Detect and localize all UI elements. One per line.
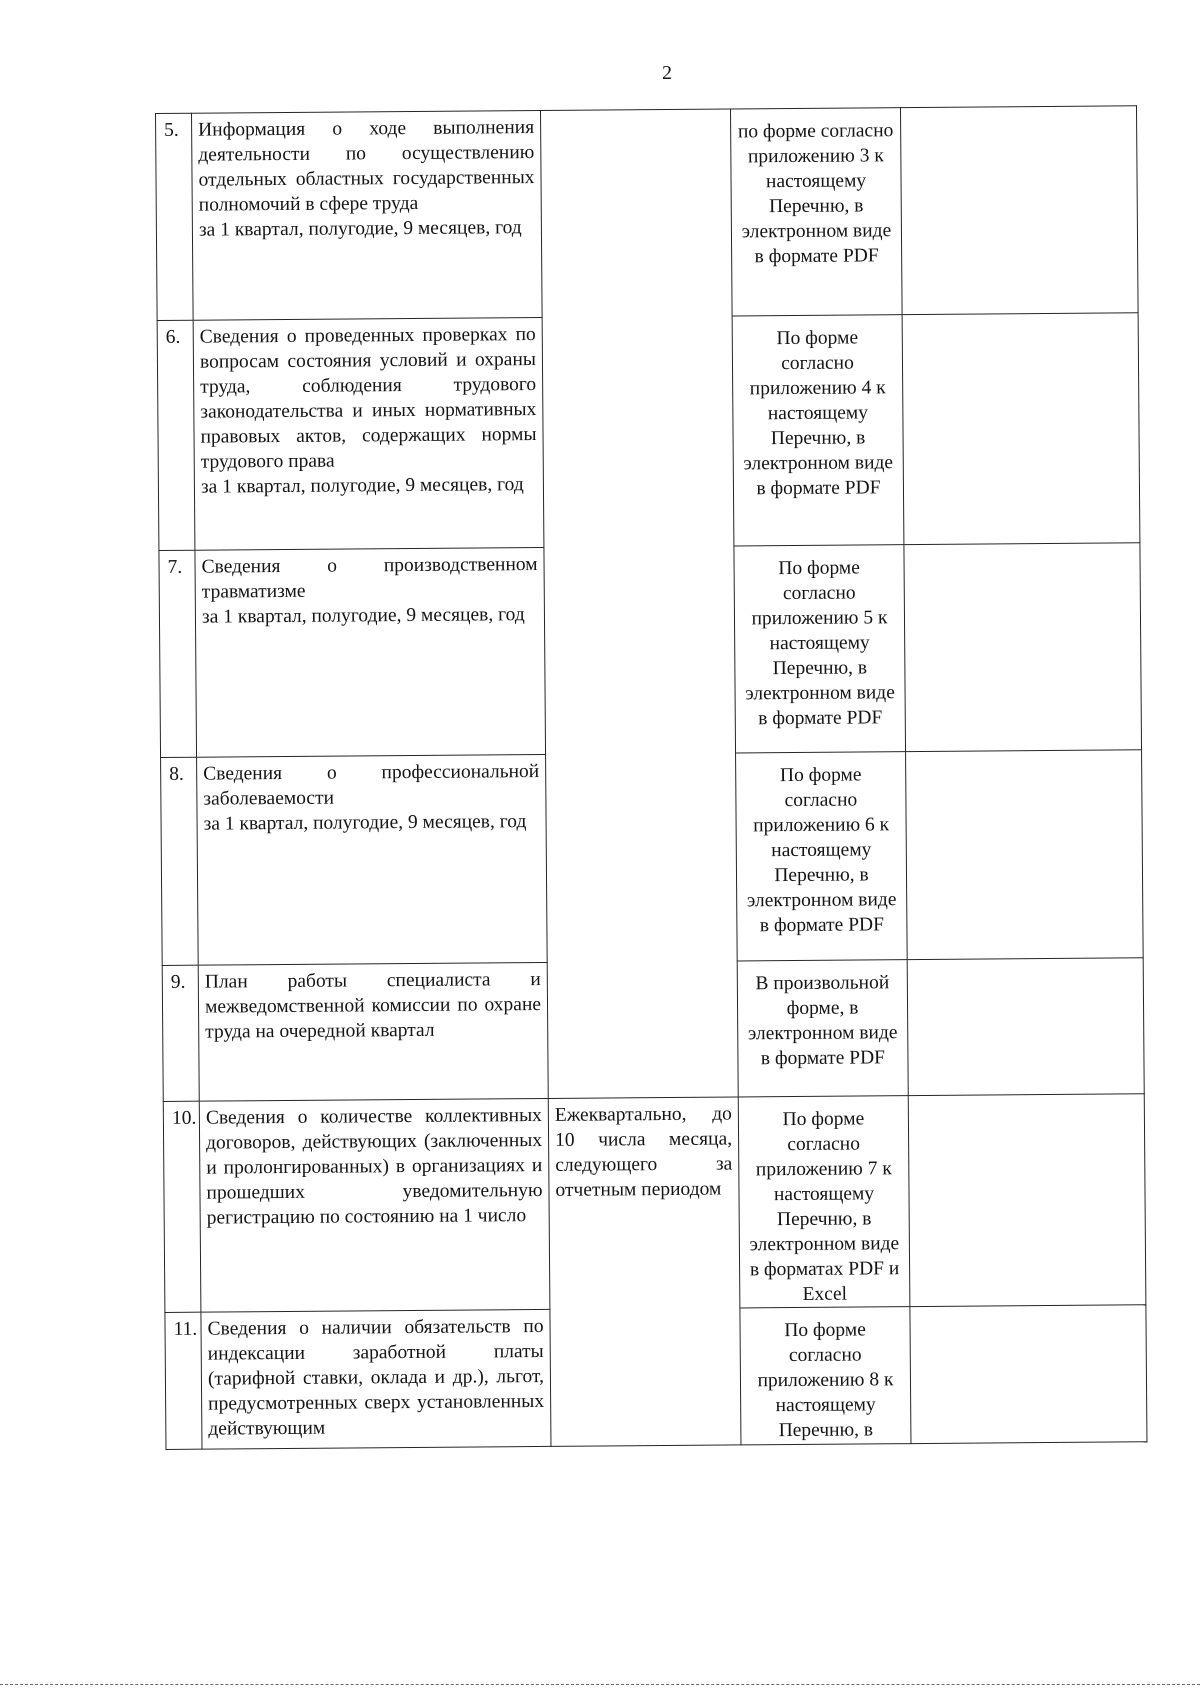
report-period: за 1 квартал, полугодие, 9 месяцев, год (198, 217, 522, 241)
table-row (163, 1094, 1146, 1313)
report-name: План работы специалиста и межведомственной комиссии по охране труда на очередной квартал (204, 968, 542, 1043)
report-name-cell (199, 1098, 550, 1312)
report-name-cell (193, 317, 544, 550)
row-number: 7. (159, 550, 197, 757)
report-name: Сведения о количестве коллективных договоров, действующих (заключенных и пролонгированных) в организациях и прошедших уведомительную регистрацию по состоянию на 1 число (205, 1104, 543, 1229)
empty-cell (906, 750, 1144, 960)
row-number: 10. (163, 1101, 201, 1312)
report-name: Сведения о проведенных проверках по вопросам состояния условий и охраны труда, соблюдения трудового законодательства и иных нормативных правовых актов, содержащих нормы трудового права (199, 324, 537, 473)
report-term: Ежеквартально, до 10 числа месяца, следующего за отчетным периодом (548, 1097, 741, 1446)
empty-cell (900, 106, 1138, 315)
report-period: за 1 квартал, полугодие, 9 месяцев, год (201, 604, 525, 628)
report-form: По форме согласно приложению 5 к настоящему Перечню, в электронном виде в формате PDF (734, 545, 906, 753)
report-name-cell (195, 547, 546, 757)
report-form: По форме согласно приложению 6 к настоящему Перечню, в электронном виде в формате PDF (736, 752, 908, 961)
report-form: по форме согласно приложению 3 к настоящему Перечню, в электронном виде в формате PDF (730, 108, 902, 316)
report-form: По форме согласно приложению 8 к настоящему Перечню, в (740, 1307, 911, 1445)
report-form: По форме согласно приложению 4 к настоящему Перечню, в электронном виде в формате PDF (732, 315, 904, 546)
report-name: Сведения о профессиональной заболеваемости (203, 761, 540, 810)
report-form: В произвольной форме, в электронном виде в формате PDF (737, 960, 908, 1097)
row-number: 6. (157, 320, 195, 550)
row-number: 8. (161, 757, 199, 965)
page-number: 2 (662, 62, 672, 84)
report-name-cell (197, 754, 548, 965)
empty-cell (908, 1094, 1146, 1307)
report-name: Сведения о производственном травматизме (201, 554, 538, 603)
report-form: По форме согласно приложению 7 к настоящему Перечню, в электронном виде в форматах PDF и Excel (738, 1096, 910, 1308)
empty-cell (910, 1305, 1147, 1444)
term-cell (540, 109, 738, 1098)
report-name-cell (198, 962, 548, 1101)
table-row (156, 106, 1139, 321)
scan-edge-line (0, 1684, 1200, 1685)
empty-cell (902, 313, 1140, 545)
row-number: 5. (156, 113, 194, 320)
row-number: 11. (165, 1312, 202, 1449)
empty-cell (904, 543, 1142, 752)
empty-cell (907, 958, 1144, 1096)
row-number: 9. (162, 965, 199, 1101)
report-name: Информация о ходе выполнения деятельности по осуществлению отдельных областных государственных полномочий в сфере труда (198, 117, 535, 216)
report-period: за 1 квартал, полугодие, 9 месяцев, год (203, 811, 527, 835)
report-name: Сведения о наличии обязательств по индексации заработной платы (тарифной ставки, оклада и др.), льгот, предусмотренных сверх установленных действующим (207, 1315, 545, 1440)
report-name-cell (201, 1309, 551, 1449)
report-period: за 1 квартал, полугодие, 9 месяцев, год (200, 474, 524, 498)
report-name-cell (192, 110, 543, 320)
reporting-table (155, 105, 1147, 1450)
